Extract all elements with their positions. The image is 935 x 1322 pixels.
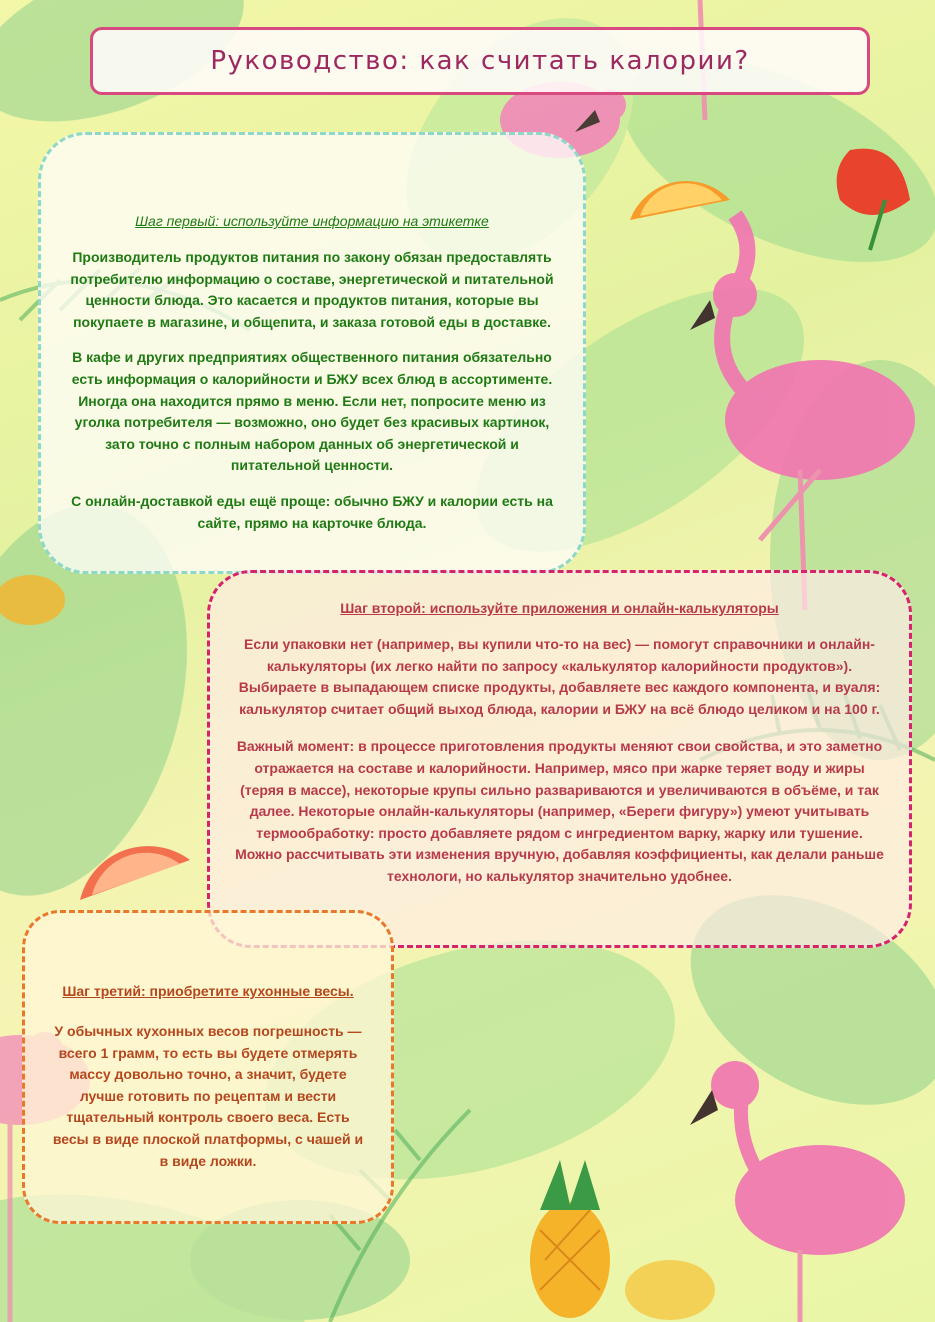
title-banner bbox=[90, 27, 870, 95]
step3-heading: Шаг третий: приобретите кухонные весы. bbox=[62, 983, 354, 999]
step2-paragraph-2: Важный момент: в процессе приготовления продукты меняют свои свойства, и это заметно отражается на составе и калорийности. Например, мясо при жарке теряет воду и жиры (теряя в массе), некоторые крупы сильно развариваются и увеличиваются в объёме, и так далее. Некоторые онлайн-калькуляторы (например, «Береги фигуру») умеют учитывать термообработку: просто добавляете рядом с ингредиентом варку, жарку или тушение. Можно рассчитывать эти изменения вручную, добавляя коэффициенты, как делали раньше технологи, но калькулятор значительно удобнее. bbox=[235, 738, 884, 884]
step1-paragraph-2: В кафе и других предприятиях общественного питания обязательно есть информация о калорийности и БЖУ всех блюд в ассортименте. Иногда она находится прямо в меню. Если нет, попросите меню из уголка потребителя — возможно, оно будет без красивых картинок, зато точно с полным набором данных об энергетической и питательной ценности. bbox=[71, 349, 553, 474]
step1-paragraph-1: Производитель продуктов питания по закону обязан предоставлять потребителю информацию о составе, энергетической и питательной ценности блюда. Это касается и продуктов питания, которые вы покупаете в магазине, и общепита, и заказа готовой еды в доставке. bbox=[70, 249, 554, 330]
step1-paragraph-3: С онлайн-доставкой еды ещё проще: обычно БЖУ и калории есть на сайте, прямо на карточке блюда. bbox=[71, 492, 553, 531]
step3-paragraph-1: У обычных кухонных весов погрешность — всего 1 грамм, то есть вы будете отмерять массу довольно точно, а значит, будете лучше готовить по рецептам и вести тщательный контроль своего веса. Есть весы в виде плоской платформы, с чашей и в виде ложки. bbox=[52, 1023, 364, 1169]
step1-card bbox=[38, 132, 586, 574]
step1-heading: Шаг первый: используйте информацию на этикетке bbox=[135, 213, 489, 229]
step2-card bbox=[207, 570, 912, 948]
step3-card bbox=[22, 910, 394, 1224]
step2-heading: Шаг второй: используйте приложения и онлайн-калькуляторы bbox=[340, 600, 779, 616]
pineapple bbox=[530, 1160, 610, 1318]
step2-paragraph-1: Если упаковки нет (например, вы купили что-то на вес) — помогут справочники и онлайн-калькуляторы (их легко найти по запросу «калькулятор калорийности продуктов»). Выбираете в выпадающем списке продукты, добавляете вес каждого компонента, и вуаля: калькулятор считает общий выход блюда, калории и БЖУ на всё блюдо целиком и на 100 г. bbox=[238, 636, 881, 717]
page-title: Руководство: как считать калории? bbox=[210, 46, 750, 76]
